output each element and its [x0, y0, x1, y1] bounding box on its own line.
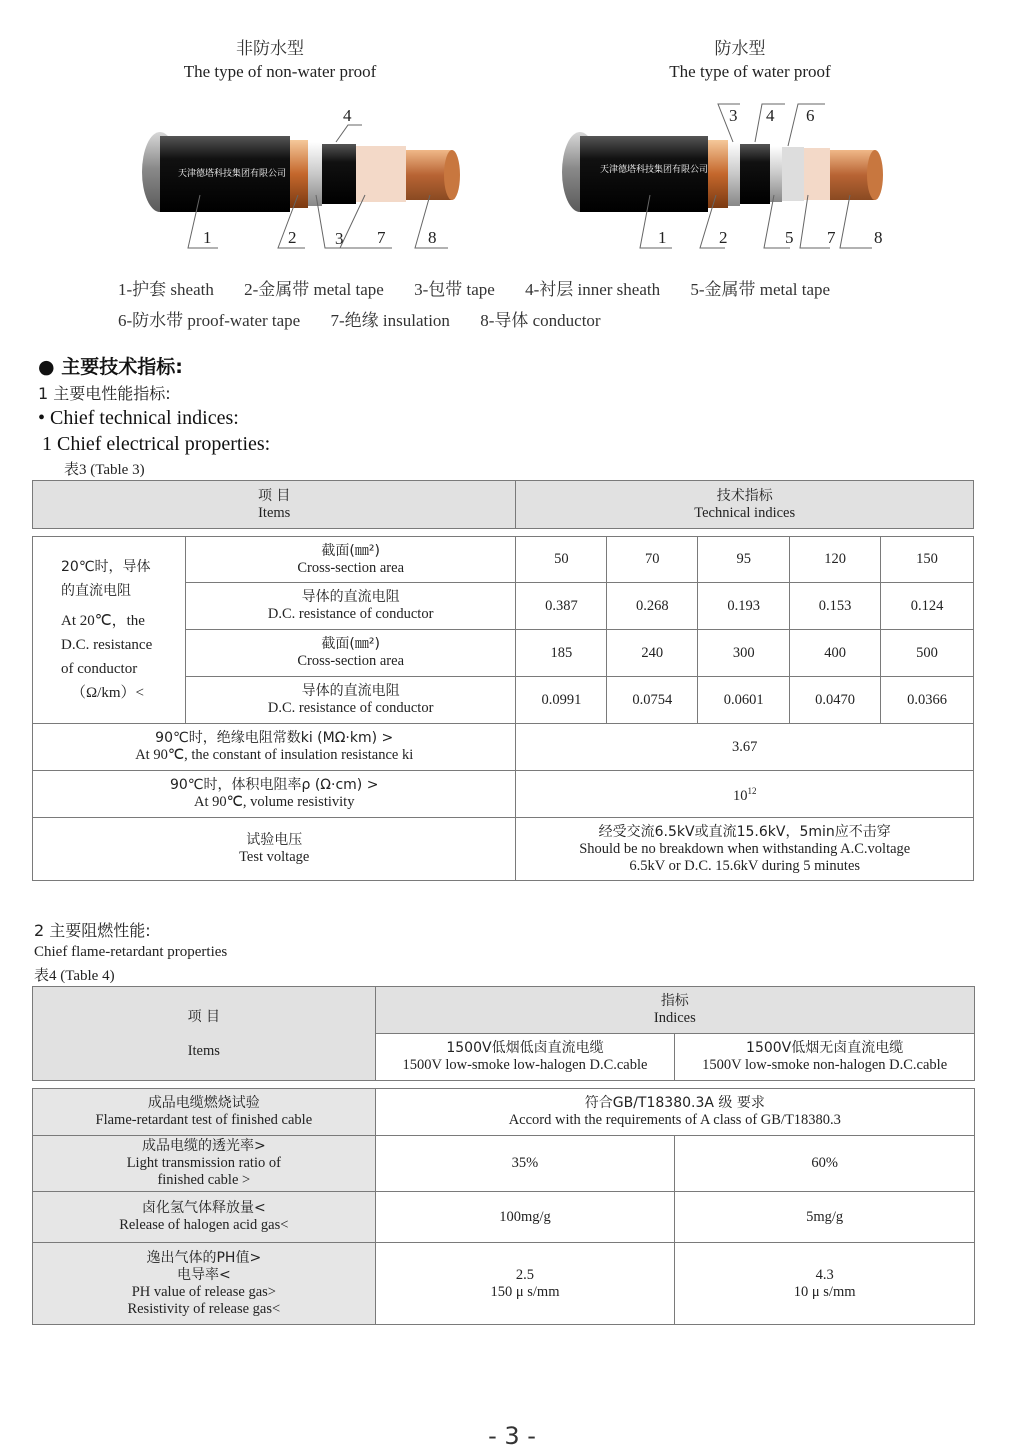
flame-test-label: 成品电缆燃烧试验 Flame-retardant test of finished cable: [33, 1089, 376, 1136]
table4-header-row: [33, 987, 975, 1034]
volume-resistivity-value: $10^{12}$: [516, 771, 974, 818]
insulation-layer: [804, 148, 830, 200]
table-gap: [33, 529, 974, 537]
dc-resistance-label: 导体的直流电阻 D.C. resistance of conductor: [185, 583, 516, 630]
test-voltage-label: 试验电压 Test voltage: [33, 818, 516, 881]
insulation-resistance-value: 3.67: [516, 724, 974, 771]
table-cell: 0.153: [790, 583, 881, 630]
ph-value-label: 逸出气体的PH值> 电导率< PH value of release gas> Resistivity of release gas<: [33, 1243, 376, 1325]
table-cell: 0.0366: [881, 677, 974, 724]
metal-tape-layer: [290, 140, 308, 208]
table-cell: 0.0470: [790, 677, 881, 724]
table-cell: 500: [881, 630, 974, 677]
conductor-end: [444, 150, 460, 200]
section1-sub-cn: 1 主要电性能指标:: [38, 384, 171, 403]
right-cable-title-cn: 防水型: [714, 39, 766, 59]
legend-item: 2-金属带 metal tape: [244, 280, 384, 299]
table4-col2-header: 1500V低烟无卤直流电缆 1500V low-smoke non-halogen D.C.cable: [675, 1034, 975, 1081]
table-cell: 60%: [675, 1136, 975, 1192]
light-transmission-label: 成品电缆的透光率> Light transmission ratio of finished cable >: [33, 1136, 376, 1192]
halogen-release-label: 卤化氢气体释放量< Release of halogen acid gas<: [33, 1192, 376, 1243]
table-cell: 300: [698, 630, 790, 677]
section2-sub-cn: 2 主要阻燃性能:: [34, 921, 151, 940]
table-cell: 150: [881, 537, 974, 583]
table-row: [33, 1243, 975, 1325]
table3-header-row: [33, 481, 974, 529]
table-gap: [33, 1081, 975, 1089]
label-right-7: 7: [827, 228, 836, 247]
table-cell: 0.0991: [516, 677, 607, 724]
metal-tape-inner-layer: [770, 146, 782, 202]
table-row: [33, 724, 974, 771]
label-left-8: 8: [428, 228, 437, 247]
flame-test-value: 符合GB/T18380.3A 级 要求 Accord with the requirements of A class of GB/T18380.3: [375, 1089, 974, 1136]
table-cell: 400: [790, 630, 881, 677]
insulation-resistance-label: 90℃时，绝缘电阻常数ki (MΩ·km) > At 90℃, the constant of insulation resistance ki: [33, 724, 516, 771]
label-left-2: 2: [288, 228, 297, 247]
conductor-end: [867, 150, 883, 200]
left-cable-title-cn: 非防水型: [236, 39, 304, 59]
section1-sub-en: 1 Chief electrical properties:: [42, 433, 271, 455]
legend-item: 6-防水带 proof-water tape: [118, 311, 301, 330]
table-row: [33, 1089, 975, 1136]
water-proof-tape-layer: [782, 147, 804, 201]
legend-item: 4-衬层 inner sheath: [525, 280, 661, 299]
table-cell: 50: [516, 537, 607, 583]
label-left-7: 7: [377, 228, 386, 247]
cable-print-text: 天津德塔科技集团有限公司: [600, 165, 709, 175]
inner-sheath-layer: [322, 144, 356, 204]
table4-caption: 表4 (Table 4): [34, 968, 115, 984]
label-right-3: 3: [729, 106, 738, 125]
label-right-2: 2: [719, 228, 728, 247]
table-3: [32, 480, 974, 881]
resistance-label-cell: 20℃时，导体 的直流电阻 At 20℃，the D.C. resistance of conductor （Ω/km）<: [33, 537, 186, 724]
table-cell: 5mg/g: [675, 1192, 975, 1243]
table-cell: 95: [698, 537, 790, 583]
page-number: - 3 -: [488, 1422, 536, 1450]
table-cell: 0.0754: [607, 677, 698, 724]
table-row: [33, 1192, 975, 1243]
legend-item: 5-金属带 metal tape: [690, 280, 831, 299]
table-row: [33, 1136, 975, 1192]
cross-section-label: 截面(㎜²) Cross-section area: [185, 630, 516, 677]
label-left-3: 3: [335, 229, 344, 248]
dc-resistance-label: 导体的直流电阻 D.C. resistance of conductor: [185, 677, 516, 724]
table-4: [32, 986, 975, 1325]
table-cell: 0.193: [698, 583, 790, 630]
metal-tape-layer: [708, 140, 728, 208]
inner-sheath-layer: [740, 144, 770, 204]
section1-bullet-en: • Chief technical indices:: [38, 407, 239, 429]
legend-row-1: [118, 275, 856, 300]
table-cell: 70: [607, 537, 698, 583]
section-heading: ● 主要技术指标:: [38, 356, 183, 378]
table-cell: 120: [790, 537, 881, 583]
table-row: [33, 771, 974, 818]
table-cell: 0.0601: [698, 677, 790, 724]
legend-item: 3-包带 tape: [414, 280, 495, 299]
legend-row-2: [118, 306, 627, 331]
label-right-8: 8: [874, 228, 883, 247]
label-left-1: 1: [203, 228, 212, 247]
table-row: [33, 818, 974, 881]
table-cell: 185: [516, 630, 607, 677]
cable-print-text: 天津德塔科技集团有限公司: [178, 169, 287, 179]
left-cable-title-en: The type of non-water proof: [183, 62, 377, 81]
table3-caption: 表3 (Table 3): [64, 462, 145, 478]
table4-header-items: 项 目 Items: [33, 987, 376, 1081]
table-cell: 100mg/g: [375, 1192, 675, 1243]
table4-col1-header: 1500V低烟低卤直流电缆 1500V low-smoke low-halogen D.C.cable: [375, 1034, 675, 1081]
table-cell: 0.124: [881, 583, 974, 630]
tape-layer: [308, 142, 322, 206]
table3-header-tech: 技术指标 Technical indices: [516, 481, 974, 529]
label-right-5: 5: [785, 228, 794, 247]
table-cell: 0.268: [607, 583, 698, 630]
legend-item: 1-护套 sheath: [118, 280, 214, 299]
table-cell: 35%: [375, 1136, 675, 1192]
non-water-proof-cable-illustration: [130, 100, 470, 260]
test-voltage-value: 经受交流6.5kV或直流15.6kV，5min应不击穿 Should be no breakdown when withstanding A.C.voltage 6.5kV or D.C. 15.6kV during 5 minutes: [516, 818, 974, 881]
table-cell: 4.3 10 μ s/mm: [675, 1243, 975, 1325]
section2-sub-en: Chief flame-retardant properties: [34, 944, 228, 960]
label-right-4: 4: [766, 106, 775, 125]
label-left-4: 4: [343, 106, 352, 125]
table-cell: 2.5 150 μ s/mm: [375, 1243, 675, 1325]
label-right-6: 6: [806, 106, 815, 125]
tape-layer: [728, 142, 740, 206]
right-cable-title-en: The type of water proof: [669, 62, 831, 81]
table3-header-items: 项 目 Items: [33, 481, 516, 529]
table-cell: 0.387: [516, 583, 607, 630]
table-row: [33, 537, 974, 583]
table-cell: 240: [607, 630, 698, 677]
insulation-layer: [356, 146, 406, 202]
legend-item: 7-绝缘 insulation: [330, 311, 450, 330]
volume-resistivity-label: 90℃时，体积电阻率ρ (Ω·cm) > At 90℃, volume resistivity: [33, 771, 516, 818]
cross-section-label: 截面(㎜²) Cross-section area: [185, 537, 516, 583]
legend-item: 8-导体 conductor: [480, 311, 601, 330]
table4-header-indices: 指标 Indices: [375, 987, 974, 1034]
label-right-1: 1: [658, 228, 667, 247]
